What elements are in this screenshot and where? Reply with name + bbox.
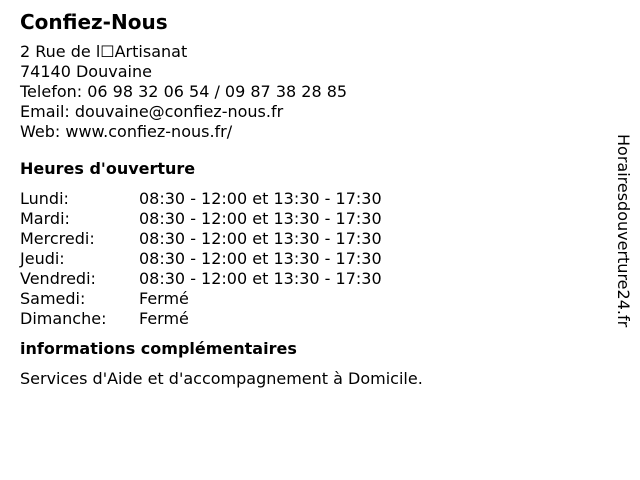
additional-info-text: Services d'Aide et d'accompagnement à Domicile. xyxy=(20,369,423,388)
day-hours: Fermé xyxy=(139,289,189,308)
day-label: Mardi: xyxy=(20,209,70,228)
day-hours: 08:30 - 12:00 et 13:30 - 17:30 xyxy=(139,269,382,288)
opening-hours-heading: Heures d'ouverture xyxy=(20,159,196,178)
day-label: Vendredi: xyxy=(20,269,96,288)
watermark xyxy=(612,134,634,370)
day-hours: Fermé xyxy=(139,309,189,328)
hours-row-monday xyxy=(20,189,600,209)
day-hours: 08:30 - 12:00 et 13:30 - 17:30 xyxy=(139,189,382,208)
additional-info-heading: informations complémentaires xyxy=(20,339,297,358)
address-city: 74140 Douvaine xyxy=(20,62,152,81)
business-name: Confiez-Nous xyxy=(20,10,168,34)
phone-line: Telefon: 06 98 32 06 54 / 09 87 38 28 85 xyxy=(20,82,348,101)
hours-row-friday xyxy=(20,269,600,289)
web-line: Web: www.confiez-nous.fr/ xyxy=(20,122,233,141)
hours-row-sunday xyxy=(20,309,600,329)
day-hours: 08:30 - 12:00 et 13:30 - 17:30 xyxy=(139,249,382,268)
hours-row-thursday xyxy=(20,249,600,269)
day-hours: 08:30 - 12:00 et 13:30 - 17:30 xyxy=(139,209,382,228)
day-hours: 08:30 - 12:00 et 13:30 - 17:30 xyxy=(139,229,382,248)
day-label: Mercredi: xyxy=(20,229,95,248)
email-line: Email: douvaine@confiez-nous.fr xyxy=(20,102,284,121)
day-label: Dimanche: xyxy=(20,309,107,328)
hours-row-wednesday xyxy=(20,229,600,249)
address-street: 2 Rue de l☐Artisanat xyxy=(20,42,188,61)
watermark-text: Horairesdouverture24.fr xyxy=(614,134,633,328)
day-label: Samedi: xyxy=(20,289,86,308)
hours-row-tuesday xyxy=(20,209,600,229)
hours-row-saturday xyxy=(20,289,600,309)
contact-block xyxy=(20,42,600,142)
day-label: Lundi: xyxy=(20,189,69,208)
business-card xyxy=(20,10,600,389)
opening-hours-table xyxy=(20,189,600,329)
day-label: Jeudi: xyxy=(20,249,65,268)
